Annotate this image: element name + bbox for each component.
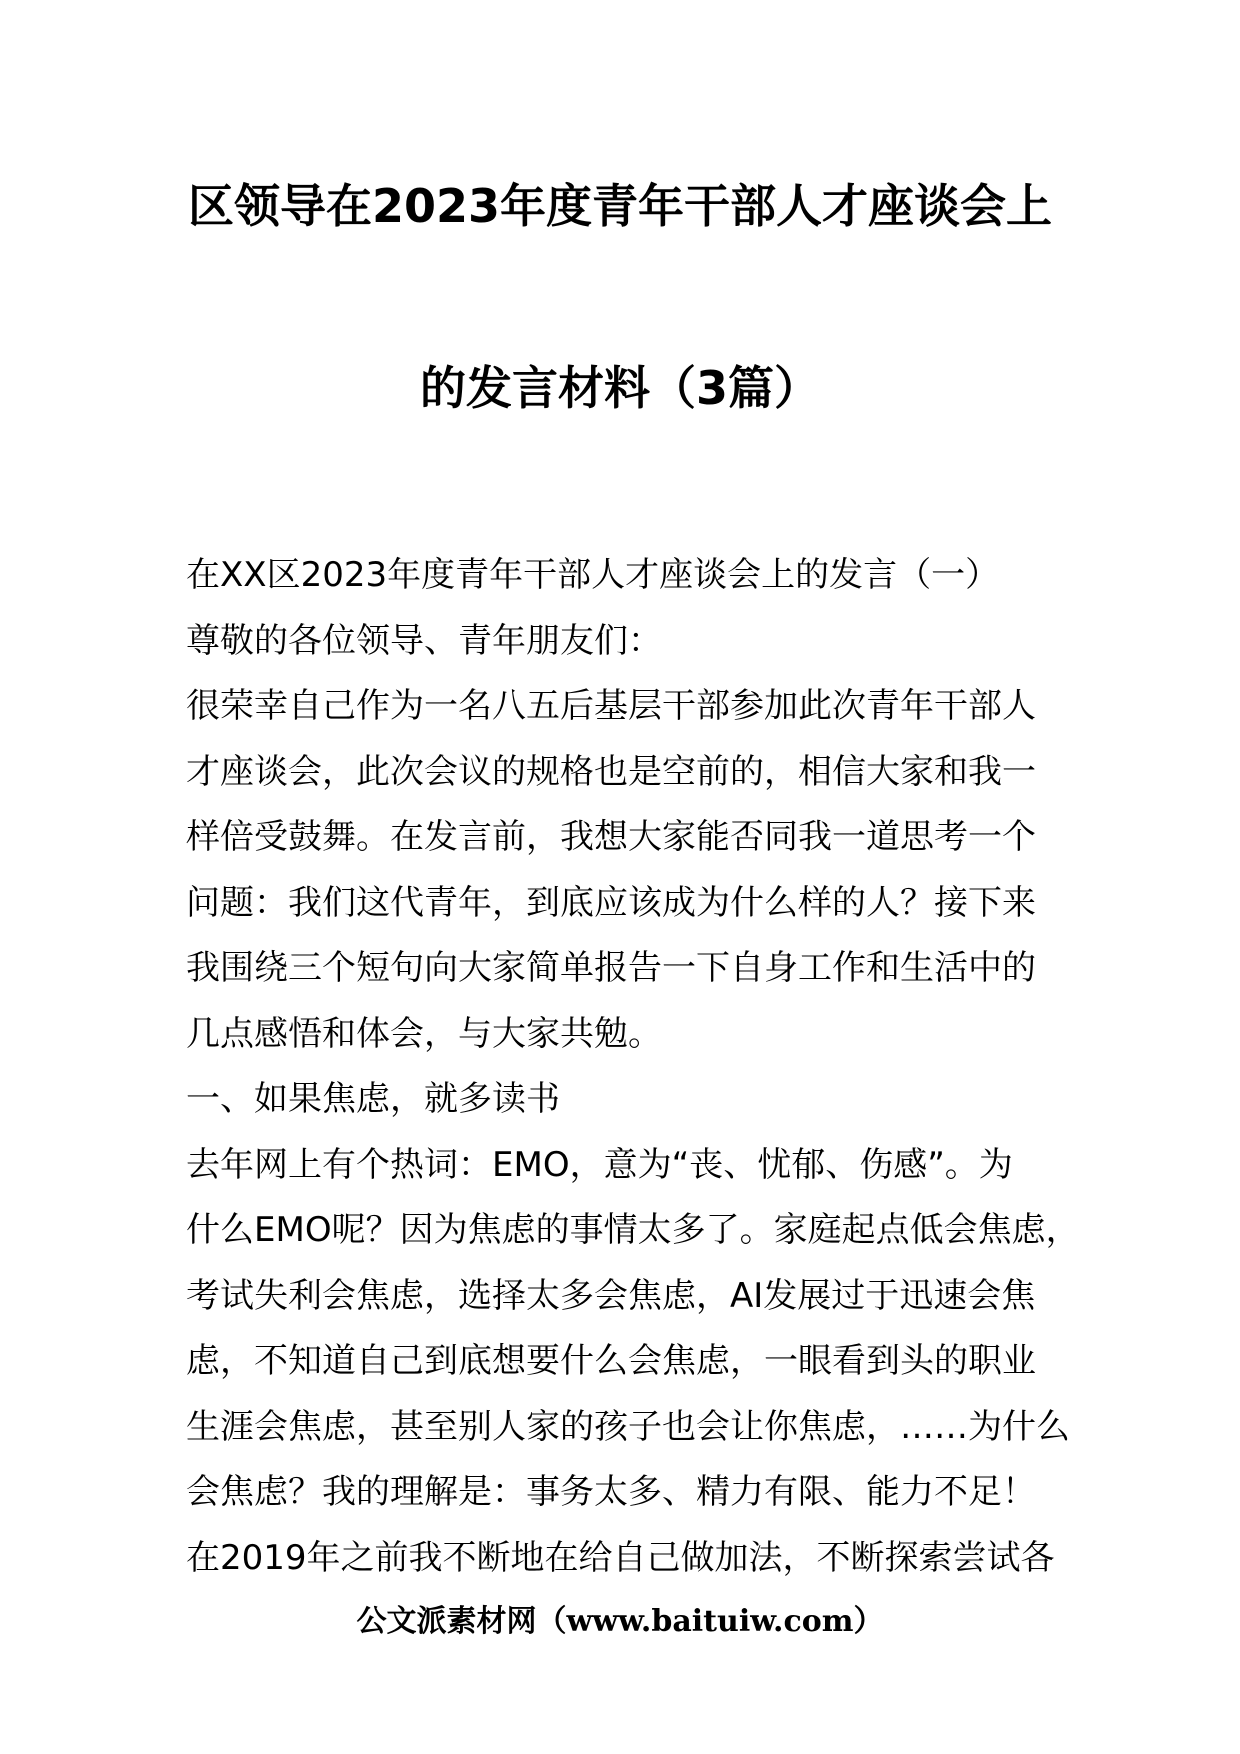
body-line: 才座谈会，此次会议的规格也是空前的，相信大家和我一	[186, 751, 1036, 792]
document-body	[186, 543, 1086, 1591]
body-line: 去年网上有个热词：EMO，意为“丧、忧郁、伤感”。为	[186, 1144, 1013, 1185]
document-title-line-1: 区领导在2023年度青年干部人才座谈会上	[187, 179, 1053, 233]
body-line: 在2019年之前我不断地在给自己做加法，不断探索尝试各	[186, 1537, 1055, 1578]
section-heading: 在XX区2023年度青年干部人才座谈会上的发言（一）	[186, 555, 1000, 595]
body-line: 样倍受鼓舞。在发言前，我想大家能否同我一道思考一个	[186, 817, 1036, 857]
body-line: 考试失利会焦虑，选择太多会焦虑，AI发展过于迅速会焦	[186, 1275, 1036, 1316]
body-line: 我围绕三个短句向大家简单报告一下自身工作和生活中的	[186, 948, 1036, 988]
page-footer: 公文派素材网（www.baituiw.com）	[356, 1604, 884, 1639]
body-line: 生涯会焦虑，甚至别人家的孩子也会让你焦虑，……为什么	[186, 1406, 1070, 1447]
body-line: 什么EMO呢？因为焦虑的事情太多了。家庭起点低会焦虑，	[186, 1210, 1080, 1250]
body-line: 虑，不知道自己到底想要什么会焦虑，一眼看到头的职业	[186, 1341, 1036, 1381]
salutation: 尊敬的各位领导、青年朋友们：	[186, 620, 662, 661]
body-line: 几点感悟和体会，与大家共勉。	[186, 1013, 662, 1054]
body-line: 问题：我们这代青年，到底应该成为什么样的人？接下来	[186, 882, 1036, 923]
body-line: 很荣幸自己作为一名八五后基层干部参加此次青年干部人	[186, 686, 1036, 726]
document-title-line-2: 的发言材料（3篇）	[419, 361, 820, 415]
body-line: 会焦虑？我的理解是：事务太多、精力有限、能力不足！	[186, 1472, 1036, 1512]
subheading: 一、如果焦虑，就多读书	[186, 1079, 560, 1119]
